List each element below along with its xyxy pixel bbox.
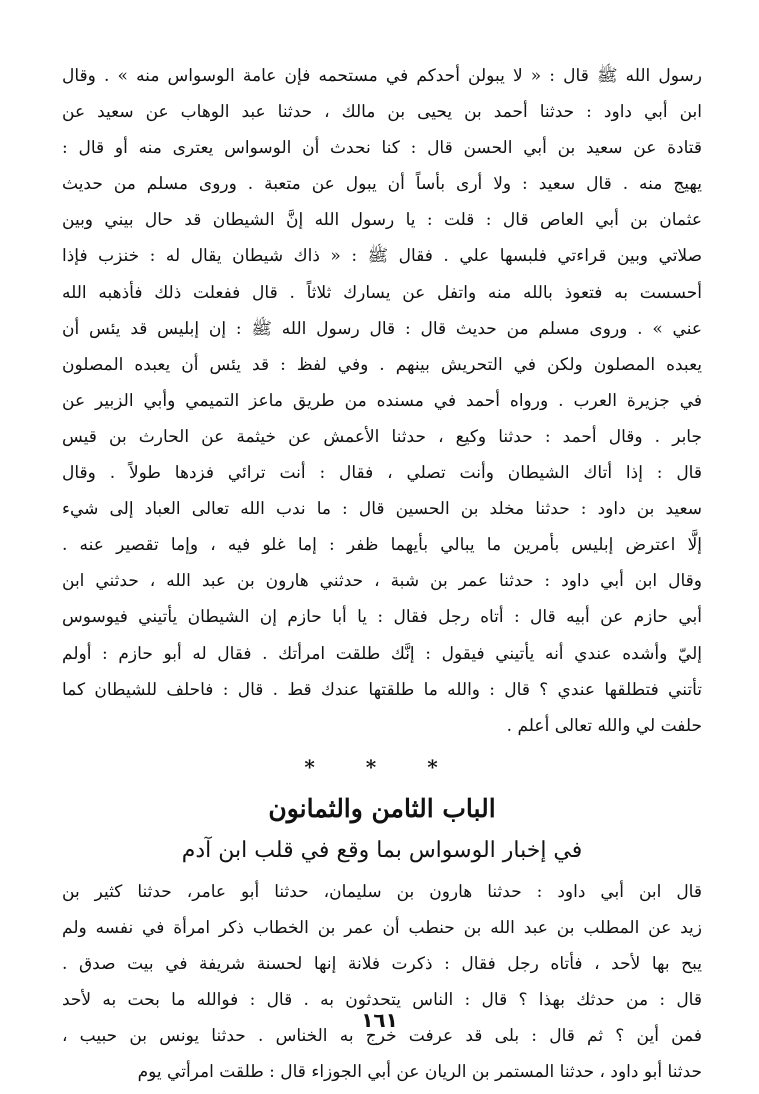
paragraph-1-line: سعيد بن داود : حدثنا مخلد بن الحسين قال : ما ندب الله تعالى العباد إلى شيء xyxy=(62,499,702,520)
paragraph-1-line: قتادة عن سعيد بن أبي الحسن قال : كنا نحدث أن الوسواس يعترى منه أو قال : xyxy=(62,138,702,159)
paragraph-1-line: قال : إذا أتاك الشيطان وأنت تصلي ، فقال : أنت ترائي فزدها طولاً . وقال xyxy=(62,463,702,484)
paragraph-2-line: يبح بها لأحد ، فأتاه رجل فقال : ذكرت فلانة إنها لحسنة شريفة في بيت صدق . xyxy=(62,953,702,974)
paragraph-2-line: قال : من حدثك بهذا ؟ قال : الناس يتحدثون به . قال : فوالله ما بحت به لأحد xyxy=(62,990,702,1011)
text-paragraph-1 xyxy=(62,58,702,744)
paragraph-1-line: حلفت لي والله تعالى أعلم . xyxy=(506,715,702,736)
chapter-title: الباب الثامن والثمانون xyxy=(268,793,496,823)
paragraph-1-line: أحسست به فتعوذ بالله منه واتفل عن يسارك ثلاثاً . قال ففعلت ذلك فأذهبه الله xyxy=(62,282,702,303)
paragraph-1-line: وقال ابن أبي داود : حدثنا عمر بن شبة ، حدثني هارون بن عبد الله ، حدثني ابن xyxy=(62,571,702,592)
paragraph-2-line: فمن أين ؟ ثم قال : بلى قد عرفت خرج به الخناس . حدثنا يونس بن حبيب ، xyxy=(62,1026,702,1047)
paragraph-1-line: ابن أبي داود : حدثنا أحمد بن يحيى بن مالك ، حدثنا عبد الوهاب عن سعيد عن xyxy=(62,102,702,123)
paragraph-2-line: زيد عن المطلب بن عبد الله بن حنطب أن عمر بن الخطاب ذكر امرأة في نفسه ولم xyxy=(62,917,702,938)
section-separator: * * * xyxy=(304,754,460,779)
paragraph-2-line: قال ابن أبي داود : حدثنا هارون بن سليمان، حدثنا أبو عامر، حدثنا كثير بن xyxy=(62,881,702,902)
page-body xyxy=(62,58,702,1090)
paragraph-1-line: يهيج منه . قال سعيد : ولا أرى بأساً أن يبول عن متعبة . وروى مسلم من حديث xyxy=(62,174,702,195)
paragraph-1-line: جابر . وقال أحمد : حدثنا وكيع ، حدثنا الأعمش عن خيثمة عن الحارث بن قيس xyxy=(62,426,702,447)
paragraph-2-line: حدثنا أبو داود ، حدثنا المستمر بن الريان عن أبي الجوزاء قال : طلقت امرأتي يوم xyxy=(137,1062,702,1083)
paragraph-1-line: إليّ وأشده عندي أنه يأتيني فيقول : إنَّك طلقت امرأتك . فقال له أبو حازم : أولم xyxy=(62,643,702,664)
paragraph-1-line: عني » . وروى مسلم من حديث قال : قال رسول الله ﷺ : إن إبليس قد يئس أن xyxy=(62,318,702,339)
paragraph-1-line: في جزيرة العرب . ورواه أحمد في مسنده من طريق ماعز التميمي وأبي الزبير عن xyxy=(62,390,702,411)
paragraph-1-line: تأتني فتطلقها عندي ؟ قال : والله ما طلقتها عندك قط . قال : فاحلف للشيطان كما xyxy=(62,679,702,700)
page-number: ١٦١ xyxy=(361,1008,398,1032)
chapter-subtitle: في إخبار الوسواس بما وقع في قلب ابن آدم xyxy=(181,837,583,863)
paragraph-1-line: يعبده المصلون ولكن في التحريش بينهم . وفي لفظ : قد يئس أن يعبده المصلون xyxy=(62,354,702,375)
paragraph-1-line: إلَّا اعترض إبليس بأمرين ما يبالي بأيهما ظفر : إما غلو فيه ، وإما تقصير عنه . xyxy=(62,535,702,556)
paragraph-1-line: رسول الله ﷺ قال : « لا يبولن أحدكم في مستحمه فإن عامة الوسواس منه » . وقال xyxy=(62,66,702,86)
text-paragraph-2 xyxy=(62,874,702,1091)
paragraph-1-line: عثمان بن أبي العاص قال : قلت : يا رسول الله إنَّ الشيطان قد حال بيني وبين xyxy=(62,210,702,231)
paragraph-1-line: صلاتي وبين قراءتي فلبسها علي . فقال ﷺ : « ذاك شيطان يقال له : خنزب فإذا xyxy=(62,246,702,267)
paragraph-1-line: أبي حازم عن أبيه قال : أتاه رجل فقال : يا أبا حازم إن الشيطان يأتيني فيوسوس xyxy=(62,607,702,628)
